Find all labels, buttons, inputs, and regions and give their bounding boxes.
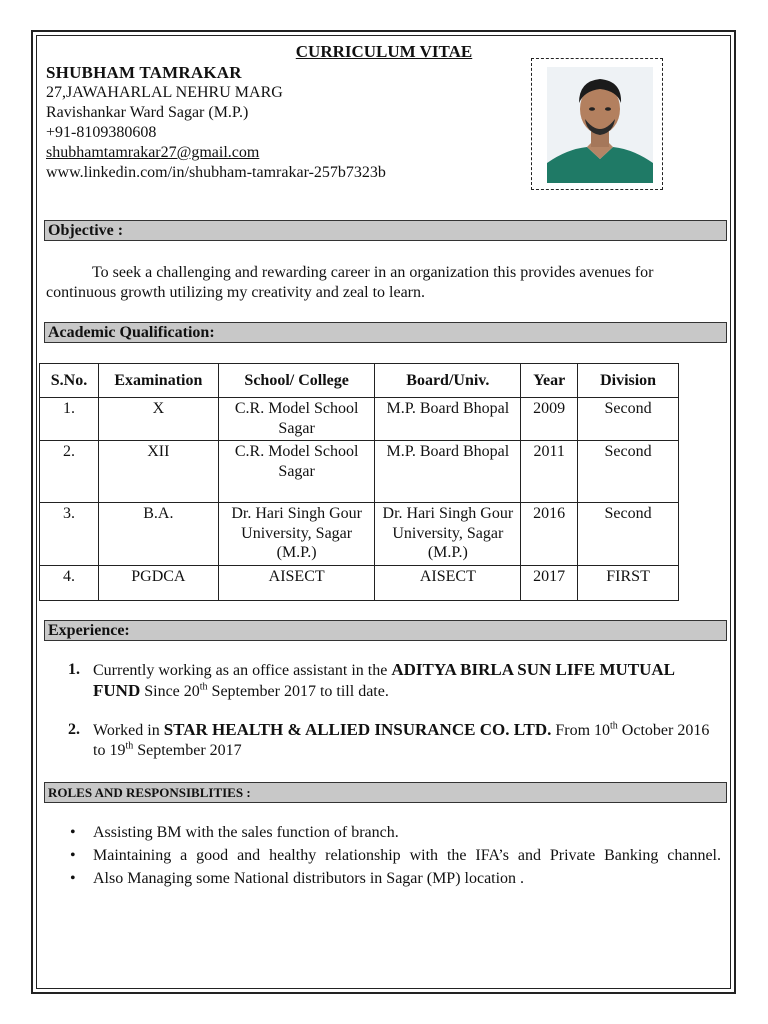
bullet-icon: • bbox=[70, 870, 76, 887]
cell-exam: B.A. bbox=[98, 503, 218, 566]
cell-exam: X bbox=[98, 398, 218, 441]
cell-school: Dr. Hari Singh Gour University, Sagar (M.P.) bbox=[218, 503, 375, 566]
list-item: • Assisting BM with the sales function of branch. bbox=[70, 821, 721, 844]
academic-table bbox=[39, 363, 679, 601]
experience-list bbox=[68, 660, 718, 779]
cell-year: 2017 bbox=[521, 566, 578, 601]
cell-division: FIRST bbox=[578, 566, 679, 601]
cell-year: 2016 bbox=[521, 503, 578, 566]
cell-school: AISECT bbox=[218, 566, 375, 601]
column-header: School/ College bbox=[218, 364, 375, 398]
bullet-icon: • bbox=[70, 847, 76, 864]
phone-number: +91-8109380608 bbox=[46, 124, 157, 141]
column-header: Examination bbox=[98, 364, 218, 398]
list-item: • Maintaining a good and healthy relationship with the IFA’s and Private Banking channel. bbox=[70, 844, 721, 867]
experience-heading: Experience: bbox=[44, 620, 727, 641]
document-title: CURRICULUM VITAE bbox=[295, 42, 473, 61]
cell-school: C.R. Model School Sagar bbox=[218, 398, 375, 441]
column-header: Division bbox=[578, 364, 679, 398]
candidate-name: SHUBHAM TAMRAKAR bbox=[46, 63, 242, 82]
cell-board: AISECT bbox=[375, 566, 521, 601]
profile-photo bbox=[547, 67, 653, 183]
table-row bbox=[40, 441, 679, 503]
roles-heading: ROLES AND RESPONSIBLITIES : bbox=[44, 782, 727, 803]
cell-exam: PGDCA bbox=[98, 566, 218, 601]
cell-exam: XII bbox=[98, 441, 218, 503]
cell-sno: 2. bbox=[40, 441, 99, 503]
cell-year: 2011 bbox=[521, 441, 578, 503]
experience-item: 1. Currently working as an office assistant in the ADITYA BIRLA SUN LIFE MUTUAL FUND Since 20th September 2017 to till date. bbox=[68, 660, 675, 700]
cell-sno: 1. bbox=[40, 398, 99, 441]
list-item: • Also Managing some National distributors in Sagar (MP) location . bbox=[70, 867, 721, 890]
cell-year: 2009 bbox=[521, 398, 578, 441]
cell-board: M.P. Board Bhopal bbox=[375, 398, 521, 441]
address-line-1: 27,JAWAHARLAL NEHRU MARG bbox=[46, 84, 283, 101]
table-header-row bbox=[40, 364, 679, 398]
organization-name: ADITYA BIRLA SUN LIFE MUTUAL FUND bbox=[93, 660, 675, 700]
roles-list bbox=[70, 821, 721, 890]
cell-board: M.P. Board Bhopal bbox=[375, 441, 521, 503]
experience-item: 2. Worked in STAR HEALTH & ALLIED INSURANCE CO. LTD. From 10th October 2016 to 19th September 2017 bbox=[68, 720, 710, 759]
objective-text: To seek a challenging and rewarding career in an organization this provides avenues for continuous growth utilizing my creativity and zeal to learn. bbox=[46, 264, 654, 301]
table-row bbox=[40, 503, 679, 566]
photo-frame bbox=[531, 58, 663, 190]
email-link[interactable]: shubhamtamrakar27@gmail.com bbox=[46, 144, 260, 161]
item-number: 1. bbox=[68, 661, 80, 678]
cell-division: Second bbox=[578, 503, 679, 566]
linkedin-url[interactable]: www.linkedin.com/in/shubham-tamrakar-257b7323b bbox=[46, 164, 386, 181]
column-header: Board/Univ. bbox=[375, 364, 521, 398]
address-line-2: Ravishankar Ward Sagar (M.P.) bbox=[46, 104, 249, 121]
cell-school: C.R. Model School Sagar bbox=[218, 441, 375, 503]
cell-board: Dr. Hari Singh Gour University, Sagar (M.P.) bbox=[375, 503, 521, 566]
academic-heading: Academic Qualification: bbox=[44, 322, 727, 343]
cell-sno: 4. bbox=[40, 566, 99, 601]
cell-sno: 3. bbox=[40, 503, 99, 566]
table-row bbox=[40, 398, 679, 441]
table-row bbox=[40, 566, 679, 601]
column-header: S.No. bbox=[40, 364, 99, 398]
objective-heading: Objective : bbox=[44, 220, 727, 241]
cell-division: Second bbox=[578, 441, 679, 503]
item-number: 2. bbox=[68, 721, 80, 738]
column-header: Year bbox=[521, 364, 578, 398]
organization-name: STAR HEALTH & ALLIED INSURANCE CO. LTD. bbox=[163, 720, 552, 739]
bullet-icon: • bbox=[70, 824, 76, 841]
personal-details bbox=[46, 63, 386, 183]
cell-division: Second bbox=[578, 398, 679, 441]
